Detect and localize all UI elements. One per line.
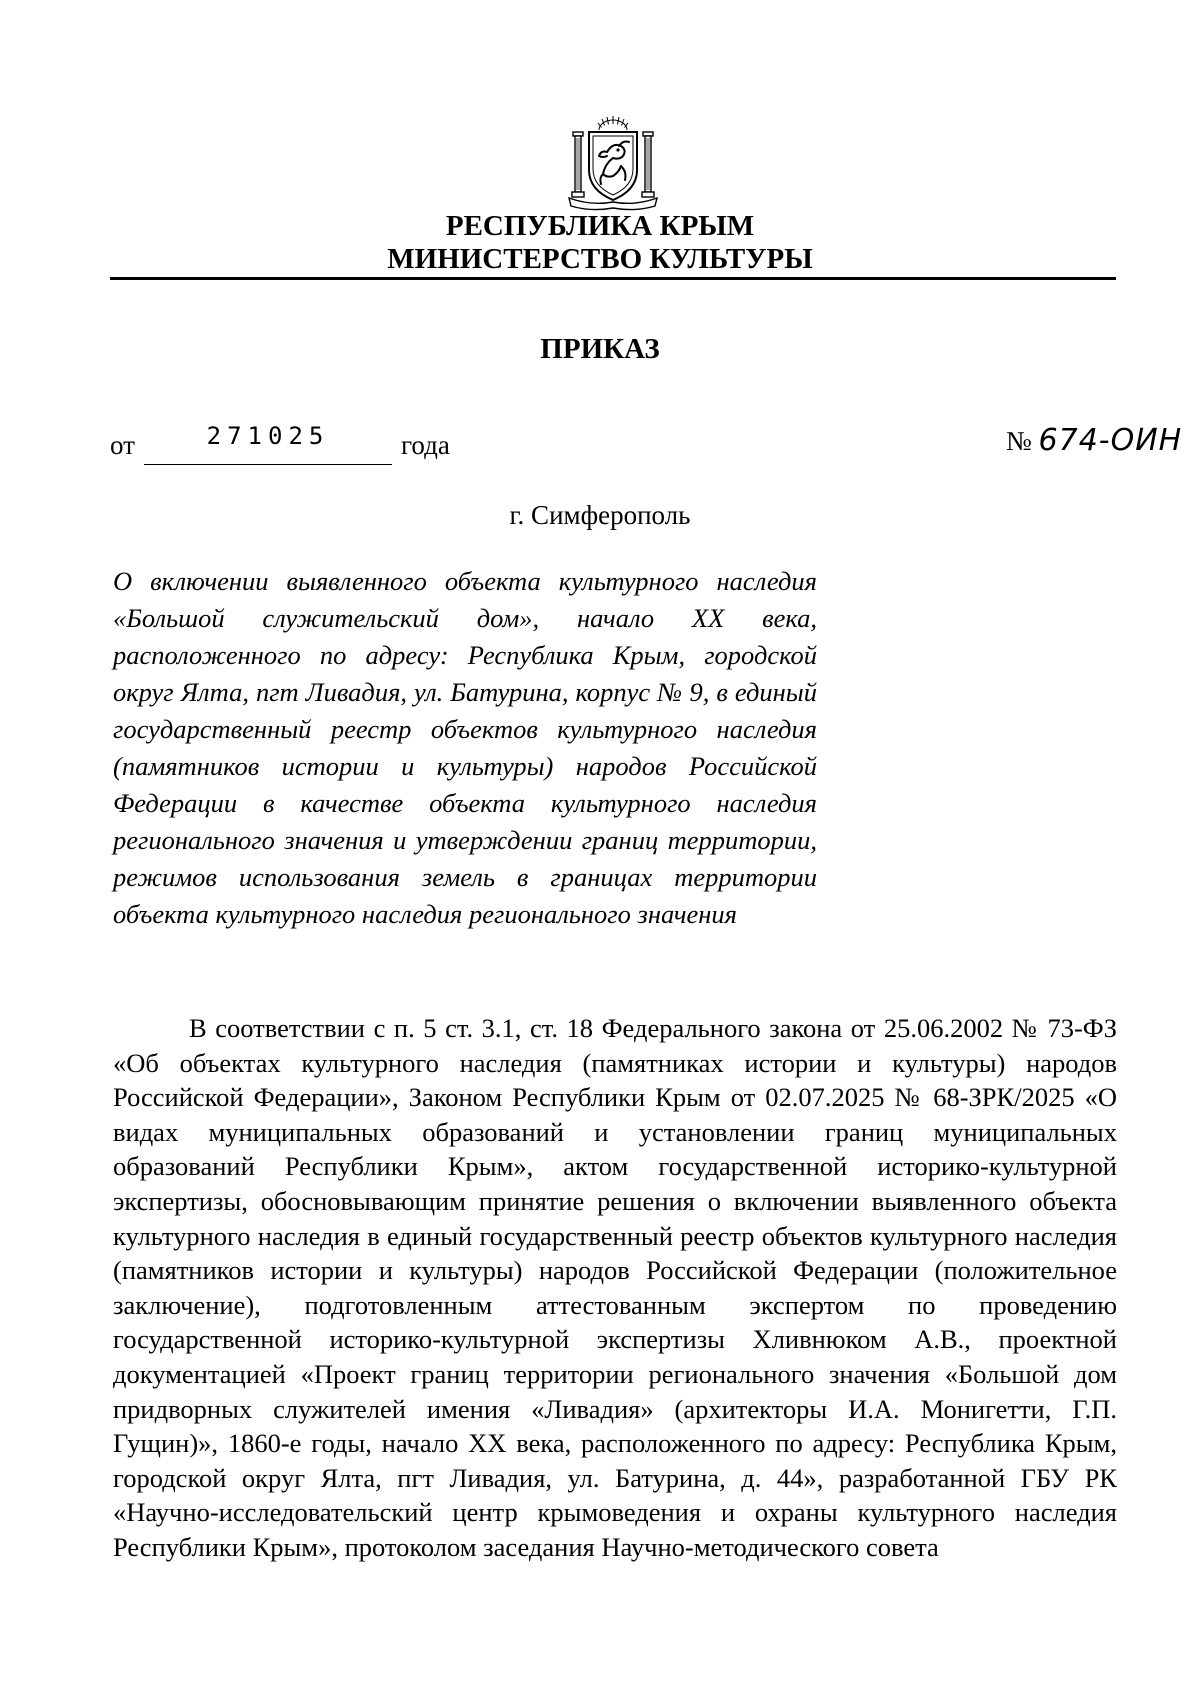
body-paragraph: В соответствии с п. 5 ст. 3.1, ст. 18 Федерального закона от 25.06.2002 № 73-ФЗ «Об объектах культурного наследия (памятниках истории и культуры) народов Российской Федерации», Законом Республики Крым от 02.07.2025 № 68-ЗРК/2025 «О видах муниципальных образований и установлении границ муниципальных образований Республики Крым», актом государственной историко-культурной экспертизы, обосновывающим принятие решения о включении выявленного объекта культурного наследия в единый государственный реестр объектов культурного наследия (памятников истории и культуры) народов Российской Федерации (положительное заключение), подготовленным аттестованным экспертом по проведению государственной историко-культурной экспертизы Хливнюком А.В., проектной документацией «Проект границ территории регионального значения «Большой дом придворных служителей имения «Ливадия» (архитекторы И.А. Монигетти, Г.П. Гущин)», 1860-е годы, начало XX века, расположенного по адресу: Республика Крым, городской округ Ялта, пгт Ливадия, ул. Батурина, д. 44», разработанной ГБУ РК «Научно-исследовательский центр крымоведения и охраны культурного наследия Республики Крым», протоколом заседания Научно-методического совета [113,1013,1117,1562]
number-value: 674-ОИН [1038,423,1183,458]
header-ministry: МИНИСТЕРСТВО КУЛЬТУРЫ [387,243,813,275]
order-title: ПРИКАЗ [540,333,660,365]
date-suffix: года [401,430,450,460]
date-field [144,422,392,465]
header-republic: РЕСПУБЛИКА КРЫМ [445,210,755,242]
date-value: 271025 [206,422,330,450]
date-prefix: от [110,430,135,460]
city: г. Симферополь [509,500,691,530]
crimea-coat-of-arms-icon [563,112,663,212]
order-number [1006,423,1182,458]
header-divider [110,277,1116,280]
number-prefix: № [1006,426,1032,456]
order-subject: О включении выявленного объекта культурного наследия «Большой служительский дом», начало XX века, расположенного по адресу: Республика Крым, городской округ Ялта, пгт Ливадия, ул. Батурина, корпус № 9, в единый государственный реестр объектов культурного наследия (памятников истории и культуры) народов Российской Федерации в качестве объекта культурного наследия регионального значения и утверждении границ территории, режимов использования земель в границах территории объекта культурного наследия регионального значения [113,566,817,929]
